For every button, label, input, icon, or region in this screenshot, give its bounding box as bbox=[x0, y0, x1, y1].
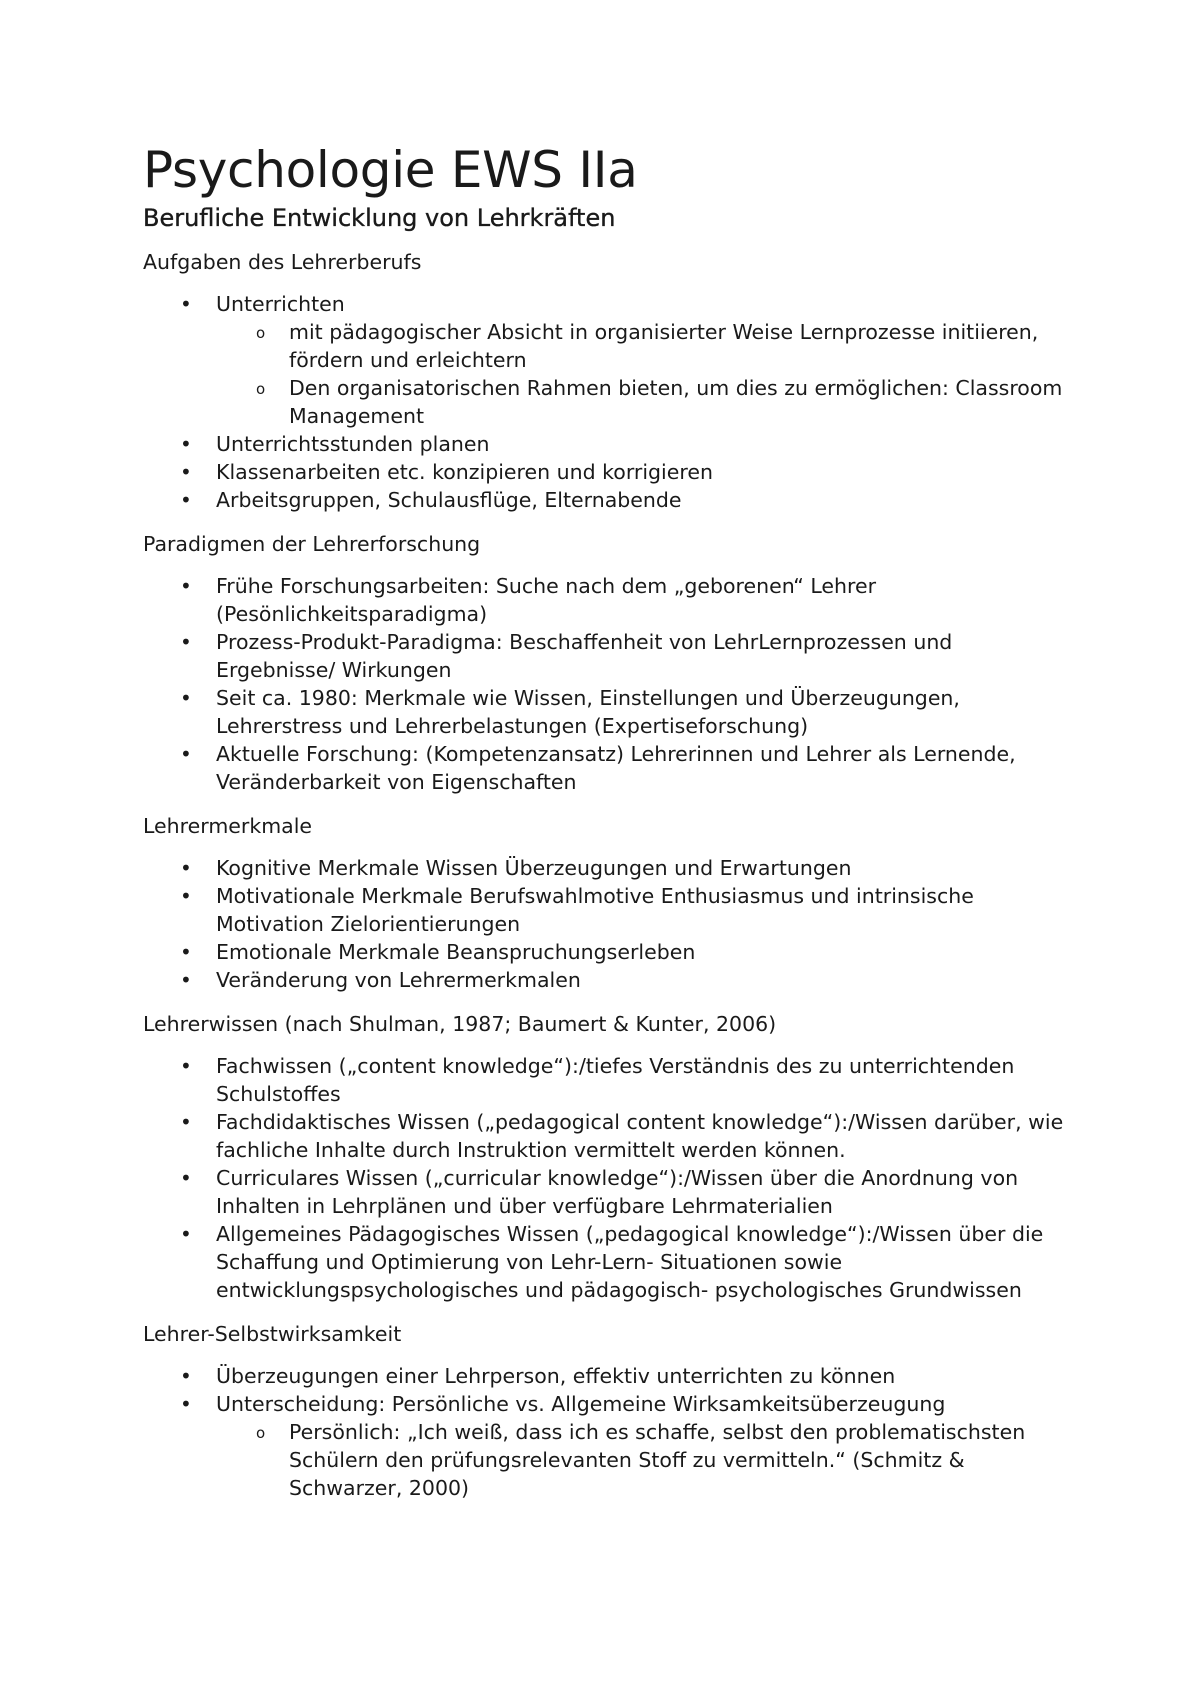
list-item-text: Arbeitsgruppen, Schulausflüge, Elternabende bbox=[216, 488, 682, 512]
section-heading: Lehrerwissen (nach Shulman, 1987; Baumert & Kunter, 2006) bbox=[143, 1012, 777, 1036]
sub-list-item-text: Den organisatorischen Rahmen bieten, um dies zu ermöglichen: Classroom Management bbox=[289, 376, 1063, 428]
list-item-text: Allgemeines Pädagogisches Wissen („pedagogical knowledge“):/Wissen über die Schaffung und Optimierung von Lehr-Lern- Situationen sowie entwicklungspsychologisches und pädagogisch- psychologisches Grundwissen bbox=[216, 1222, 1044, 1302]
list-item bbox=[143, 938, 1073, 966]
bullet-icon: • bbox=[180, 884, 192, 908]
list-item-text: Überzeugungen einer Lehrperson, effektiv unterrichten zu können bbox=[216, 1364, 896, 1388]
sub-bullet-list bbox=[216, 1418, 1073, 1502]
section-heading: Lehrer-Selbstwirksamkeit bbox=[143, 1322, 402, 1346]
list-item bbox=[143, 486, 1073, 514]
bullet-icon: • bbox=[180, 1392, 192, 1416]
circle-bullet-icon: o bbox=[256, 380, 266, 398]
circle-bullet-icon: o bbox=[256, 1424, 266, 1442]
bullet-list bbox=[143, 1362, 1073, 1502]
list-item-text: Motivationale Merkmale Berufswahlmotive Enthusiasmus und intrinsische Motivation Zielorientierungen bbox=[216, 884, 974, 936]
list-item-text: Veränderung von Lehrermerkmalen bbox=[216, 968, 581, 992]
bullet-icon: • bbox=[180, 292, 192, 316]
list-item-text: Klassenarbeiten etc. konzipieren und korrigieren bbox=[216, 460, 713, 484]
bullet-icon: • bbox=[180, 574, 192, 598]
bullet-icon: • bbox=[180, 460, 192, 484]
list-item-text: Aktuelle Forschung: (Kompetenzansatz) Lehrerinnen und Lehrer als Lernende, Veränderbarkeit von Eigenschaften bbox=[216, 742, 1016, 794]
circle-bullet-icon: o bbox=[256, 324, 266, 342]
bullet-icon: • bbox=[180, 940, 192, 964]
section-heading: Aufgaben des Lehrerberufs bbox=[143, 250, 422, 274]
sub-list-item bbox=[216, 1418, 1073, 1502]
section-heading: Lehrermerkmale bbox=[143, 814, 313, 838]
list-item bbox=[143, 628, 1073, 684]
bullet-list bbox=[143, 1052, 1073, 1304]
list-item bbox=[143, 684, 1073, 740]
list-item-text: Emotionale Merkmale Beanspruchungserleben bbox=[216, 940, 696, 964]
list-item bbox=[143, 882, 1073, 938]
list-item bbox=[143, 1390, 1073, 1502]
list-item bbox=[143, 1108, 1073, 1164]
document-subtitle: Berufliche Entwicklung von Lehrkräften bbox=[143, 204, 616, 232]
sub-list-item-text: mit pädagogischer Absicht in organisierter Weise Lernprozesse initiieren, fördern und erleichtern bbox=[289, 320, 1039, 372]
list-item bbox=[143, 572, 1073, 628]
bullet-icon: • bbox=[180, 968, 192, 992]
list-item bbox=[143, 458, 1073, 486]
list-item bbox=[143, 1164, 1073, 1220]
bullet-icon: • bbox=[180, 432, 192, 456]
bullet-icon: • bbox=[180, 1054, 192, 1078]
list-item bbox=[143, 740, 1073, 796]
bullet-list bbox=[143, 572, 1073, 796]
section-heading: Paradigmen der Lehrerforschung bbox=[143, 532, 481, 556]
bullet-icon: • bbox=[180, 1222, 192, 1246]
bullet-icon: • bbox=[180, 742, 192, 766]
document-page bbox=[143, 140, 1073, 1518]
bullet-icon: • bbox=[180, 1166, 192, 1190]
list-item bbox=[143, 290, 1073, 430]
list-item bbox=[143, 966, 1073, 994]
bullet-list bbox=[143, 854, 1073, 994]
sections-container bbox=[143, 248, 1073, 1502]
list-item-text: Curriculares Wissen („curricular knowledge“):/Wissen über die Anordnung von Inhalten in Lehrplänen und über verfügbare Lehrmaterialien bbox=[216, 1166, 1019, 1218]
list-item bbox=[143, 854, 1073, 882]
bullet-icon: • bbox=[180, 488, 192, 512]
list-item-text: Fachdidaktisches Wissen („pedagogical content knowledge“):/Wissen darüber, wie fachliche Inhalte durch Instruktion vermittelt werden können. bbox=[216, 1110, 1064, 1162]
list-item-text: Prozess-Produkt-Paradigma: Beschaffenheit von LehrLernprozessen und Ergebnisse/ Wirkungen bbox=[216, 630, 953, 682]
list-item-text: Kognitive Merkmale Wissen Überzeugungen und Erwartungen bbox=[216, 856, 852, 880]
bullet-icon: • bbox=[180, 686, 192, 710]
list-item-text: Seit ca. 1980: Merkmale wie Wissen, Einstellungen und Überzeugungen, Lehrerstress und Lehrerbelastungen (Expertiseforschung) bbox=[216, 686, 960, 738]
list-item-text: Unterrichten bbox=[216, 292, 345, 316]
list-item bbox=[143, 430, 1073, 458]
bullet-icon: • bbox=[180, 856, 192, 880]
list-item-text: Unterrichtsstunden planen bbox=[216, 432, 490, 456]
list-item-text: Unterscheidung: Persönliche vs. Allgemeine Wirksamkeitsüberzeugung bbox=[216, 1392, 946, 1416]
bullet-icon: • bbox=[180, 1110, 192, 1134]
bullet-list bbox=[143, 290, 1073, 514]
list-item-text: Frühe Forschungsarbeiten: Suche nach dem „geborenen“ Lehrer (Pesönlichkeitsparadigma) bbox=[216, 574, 877, 626]
sub-list-item-text: Persönlich: „Ich weiß, dass ich es schaffe, selbst den problematischsten Schülern den prüfungsrelevanten Stoff zu vermitteln.“ (Schmitz & Schwarzer, 2000) bbox=[289, 1420, 1026, 1500]
sub-list-item bbox=[216, 374, 1073, 430]
list-item bbox=[143, 1362, 1073, 1390]
sub-bullet-list bbox=[216, 318, 1073, 430]
document-title: Psychologie EWS IIa bbox=[143, 141, 638, 199]
sub-list-item bbox=[216, 318, 1073, 374]
list-item bbox=[143, 1052, 1073, 1108]
list-item-text: Fachwissen („content knowledge“):/tiefes Verständnis des zu unterrichtenden Schulstoffes bbox=[216, 1054, 1015, 1106]
list-item bbox=[143, 1220, 1073, 1304]
bullet-icon: • bbox=[180, 630, 192, 654]
bullet-icon: • bbox=[180, 1364, 192, 1388]
